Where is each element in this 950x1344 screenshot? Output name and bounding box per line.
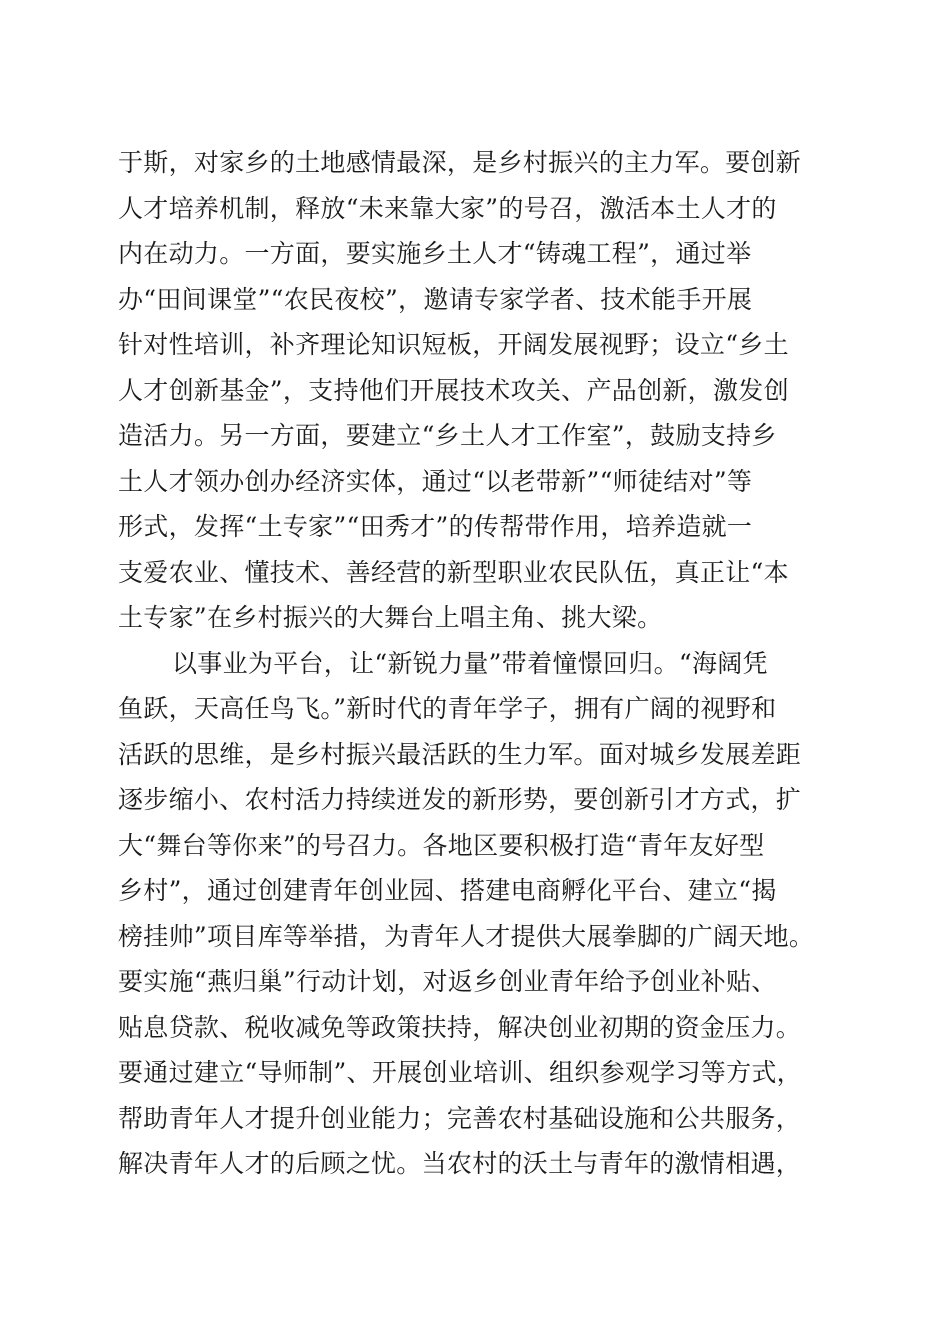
text-line: 逐步缩小、农村活力持续迸发的新形势，要创新引才方式，扩 (118, 785, 802, 814)
text-line: 办“田间课堂”“农民夜校”，邀请专家学者、技术能手开展 (118, 284, 753, 314)
text-line: 土人才领办创办经济实体，通过“以老带新”“师徒结对”等 (118, 466, 753, 496)
text-line: 支爱农业、懂技术、善经营的新型职业农民队伍，真正让“本 (118, 557, 789, 587)
text-line: 要通过建立“导师制”、开展创业培训、组织参观学习等方式， (118, 1058, 802, 1087)
text-line: 活跃的思维，是乡村振兴最活跃的生力军。面对城乡发展差距 (118, 739, 802, 769)
body-text (118, 140, 858, 1187)
text-line: 于斯，对家乡的土地感情最深，是乡村振兴的主力军。要创新 (118, 148, 802, 177)
text-line: 要实施“燕归巢”行动计划，对返乡创业青年给予创业补贴、 (118, 967, 777, 996)
text-line: 贴息贷款、税收减免等政策扶持，解决创业初期的资金压力。 (118, 1012, 802, 1042)
text-line: 形式，发挥“土专家”“田秀才”的传帮带作用，培养造就一 (118, 512, 753, 541)
text-line: 鱼跃，天高任鸟飞。”新时代的青年学子，拥有广阔的视野和 (118, 694, 777, 723)
text-line: 以事业为平台，让“新锐力量”带着憧憬回归。“海阔凭 (172, 648, 768, 678)
text-line: 内在动力。一方面，要实施乡土人才“铸魂工程”，通过举 (118, 239, 752, 268)
text-line: 人才培养机制，释放“未来靠大家”的号召，激活本土人才的 (118, 193, 777, 223)
text-line: 造活力。另一方面，要建立“乡土人才工作室”，鼓励支持乡 (118, 421, 777, 450)
text-line: 土专家”在乡村振兴的大舞台上唱主角、挑大梁。 (118, 603, 663, 632)
text-line: 榜挂帅”项目库等举措，为青年人才提供大展拳脚的广阔天地。 (118, 921, 815, 951)
text-line: 大“舞台等你来”的号召力。各地区要积极打造“青年友好型 (118, 830, 765, 860)
text-line: 针对性培训，补齐理论知识短板，开阔发展视野；设立“乡土 (118, 330, 789, 359)
text-line: 解决青年人才的后顾之忧。当农村的沃土与青年的激情相遇， (118, 1149, 802, 1178)
paragraph-1 (118, 140, 858, 641)
text-line: 人才创新基金”，支持他们开展技术攻关、产品创新，激发创 (118, 375, 789, 405)
text-line: 帮助青年人才提升创业能力；完善农村基础设施和公共服务， (118, 1103, 802, 1133)
text-line: 乡村”，通过创建青年创业园、搭建电商孵化平台、建立“揭 (118, 876, 777, 905)
paragraph-2 (118, 641, 858, 1187)
